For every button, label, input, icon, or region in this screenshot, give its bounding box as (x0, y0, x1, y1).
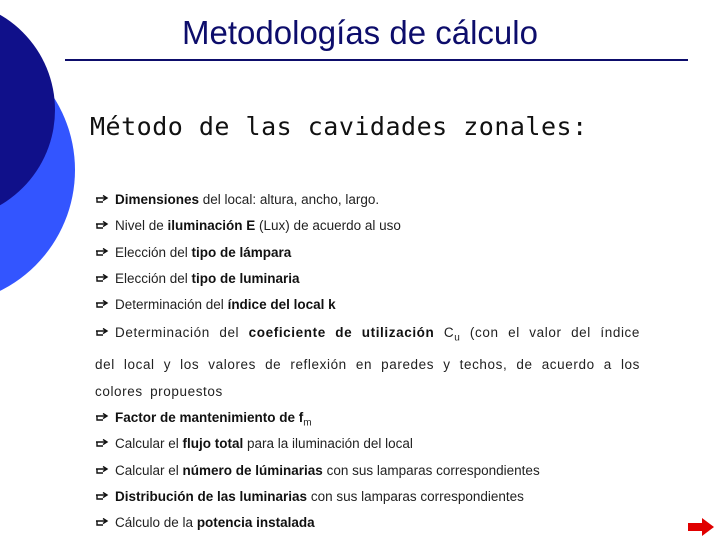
pointing-hand-icon (95, 296, 109, 309)
list-item: Calcular el flujo total para la iluminación del local (95, 435, 640, 461)
list-item: Factor de mantenimiento de $f_m$ (95, 409, 640, 435)
list-item: Determinación del índice del local k (95, 296, 640, 322)
next-arrow-icon[interactable] (688, 518, 714, 536)
list-item-coeficiente: Determinación del coeficiente de utilización $C_u$ (con el valor del índice del local y los valores de reflexión en paredes y techos, de acuerdo a los colores propuestos (95, 318, 640, 405)
section-subtitle: Método de las cavidades zonales: (90, 112, 588, 141)
page-title: Metodologías de cálculo (182, 14, 538, 51)
bullet-list (95, 191, 640, 541)
pointing-hand-icon (95, 435, 109, 448)
list-item: Cálculo de la potencia instalada (95, 514, 640, 540)
pointing-hand-icon (95, 244, 109, 257)
list-item: Distribución de las luminarias con sus lamparas correspondientes (95, 488, 640, 514)
pointing-hand-icon (95, 488, 109, 501)
pointing-hand-icon (95, 191, 109, 204)
pointing-hand-icon (95, 270, 109, 283)
pointing-hand-icon (95, 462, 109, 475)
list-item: Dimensiones del local: altura, ancho, largo. (95, 191, 640, 217)
pointing-hand-icon (95, 217, 109, 230)
pointing-hand-icon (95, 514, 109, 527)
list-item: Nivel de iluminación E (Lux) de acuerdo al uso (95, 217, 640, 243)
title-underline (65, 59, 688, 61)
list-item: Elección del tipo de luminaria (95, 270, 640, 296)
pointing-hand-icon (95, 318, 109, 337)
list-item: Elección del tipo de lámpara (95, 244, 640, 270)
list-item: Calcular el número de lúminarias con sus lamparas correspondientes (95, 462, 640, 488)
pointing-hand-icon (95, 409, 109, 422)
